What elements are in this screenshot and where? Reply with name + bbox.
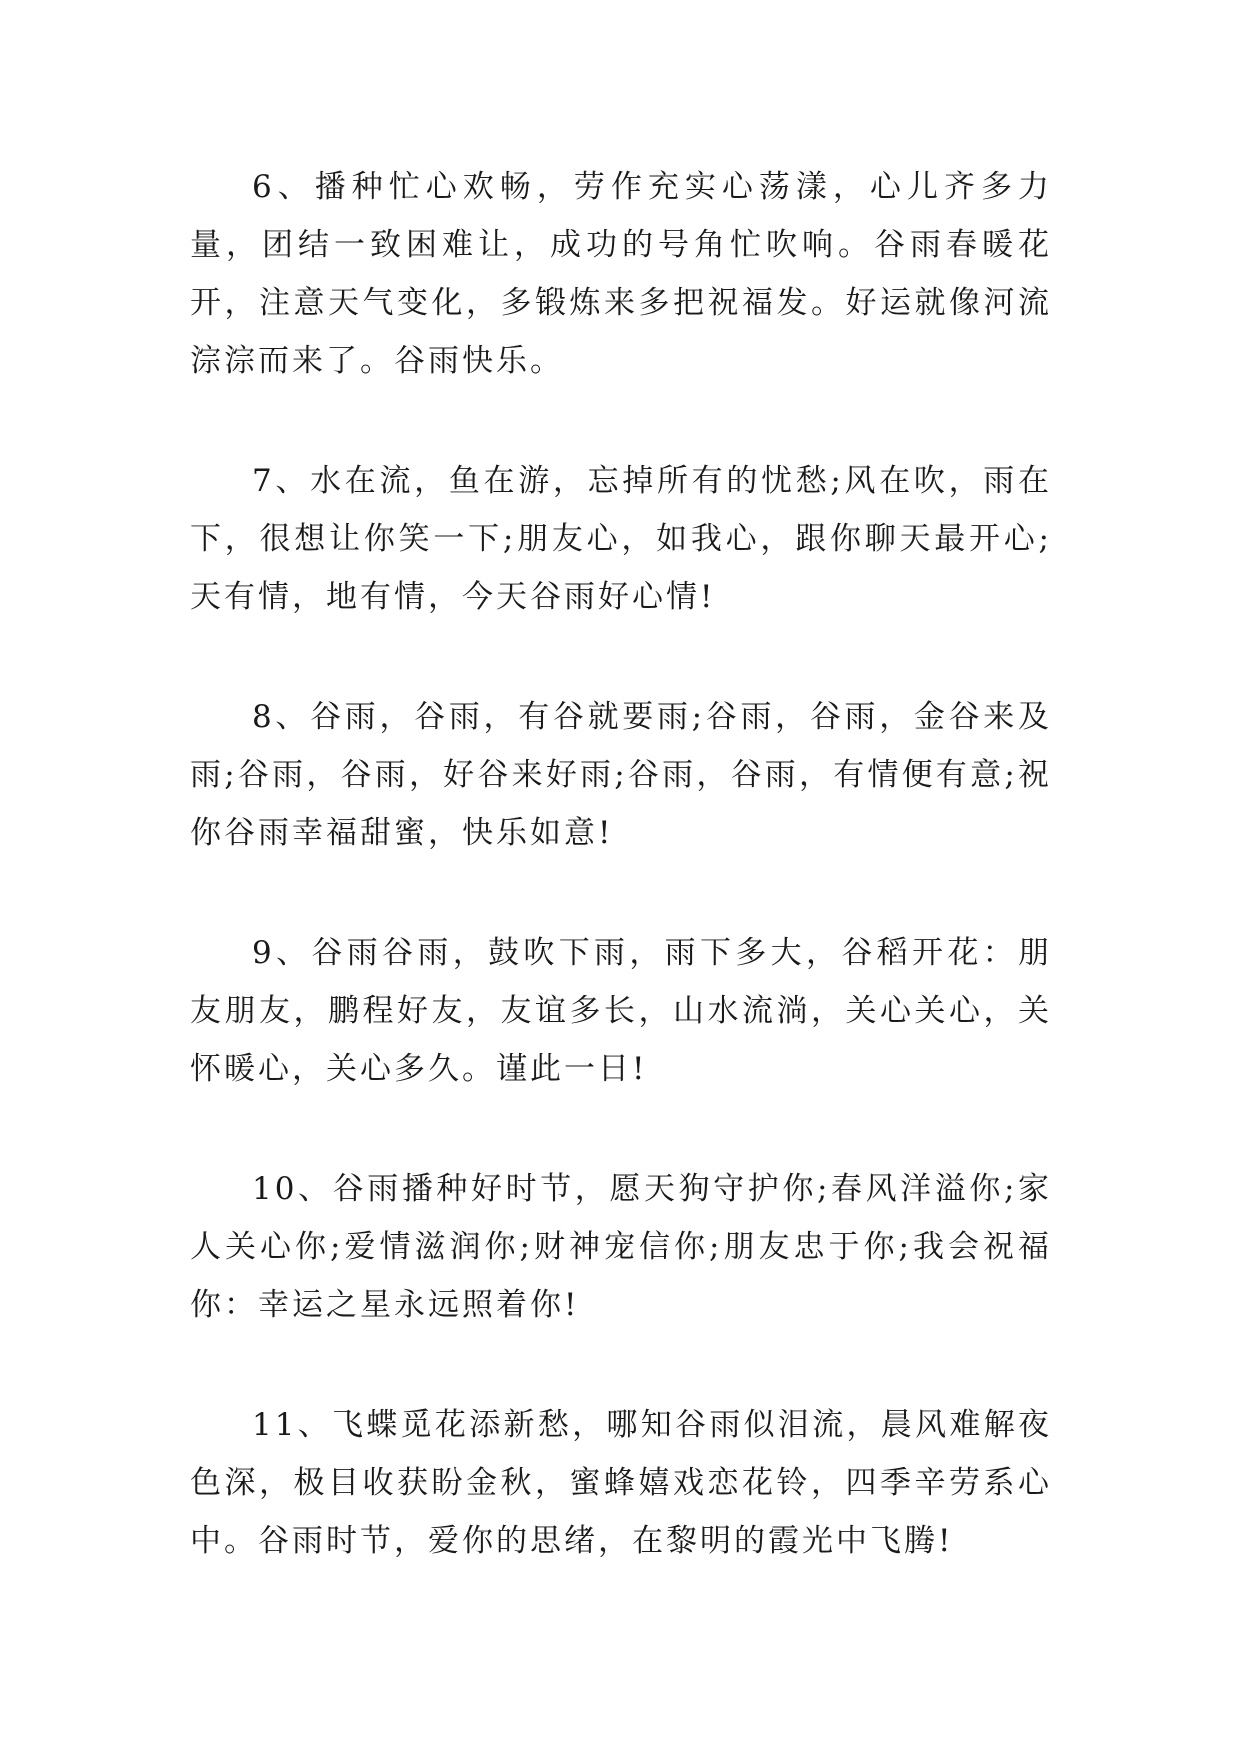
paragraph-6: 6、播种忙心欢畅，劳作充实心荡漾，心儿齐多力量，团结一致困难让，成功的号角忙吹响。谷雨春暖花开，注意天气变化，多锻炼来多把祝福发。好运就像河流淙淙而来了。谷雨快乐。 — [190, 169, 1052, 379]
paragraph-11: 11、飞蝶觅花添新愁，哪知谷雨似泪流，晨风难解夜色深，极目收获盼金秋，蜜蜂嬉戏恋花铃，四季辛劳系心中。谷雨时节，爱你的思绪，在黎明的霞光中飞腾! — [190, 1407, 1052, 1559]
paragraph-8: 8、谷雨，谷雨，有谷就要雨;谷雨，谷雨，金谷来及雨;谷雨，谷雨，好谷来好雨;谷雨，谷雨，有情便有意;祝你谷雨幸福甜蜜，快乐如意! — [190, 699, 1052, 851]
paragraph-7: 7、水在流，鱼在游，忘掉所有的忧愁;风在吹，雨在下，很想让你笑一下;朋友心，如我心，跟你聊天最开心;天有情，地有情，今天谷雨好心情! — [190, 463, 1052, 615]
paragraph-9: 9、谷雨谷雨，鼓吹下雨，雨下多大，谷稻开花：朋友朋友，鹏程好友，友谊多长，山水流淌，关心关心，关怀暖心，关心多久。谨此一日! — [190, 935, 1052, 1087]
paragraph-10: 10、谷雨播种好时节，愿天狗守护你;春风洋溢你;家人关心你;爱情滋润你;财神宠信你;朋友忠于你;我会祝福你：幸运之星永远照着你! — [190, 1171, 1052, 1323]
document-body — [190, 158, 1052, 1632]
